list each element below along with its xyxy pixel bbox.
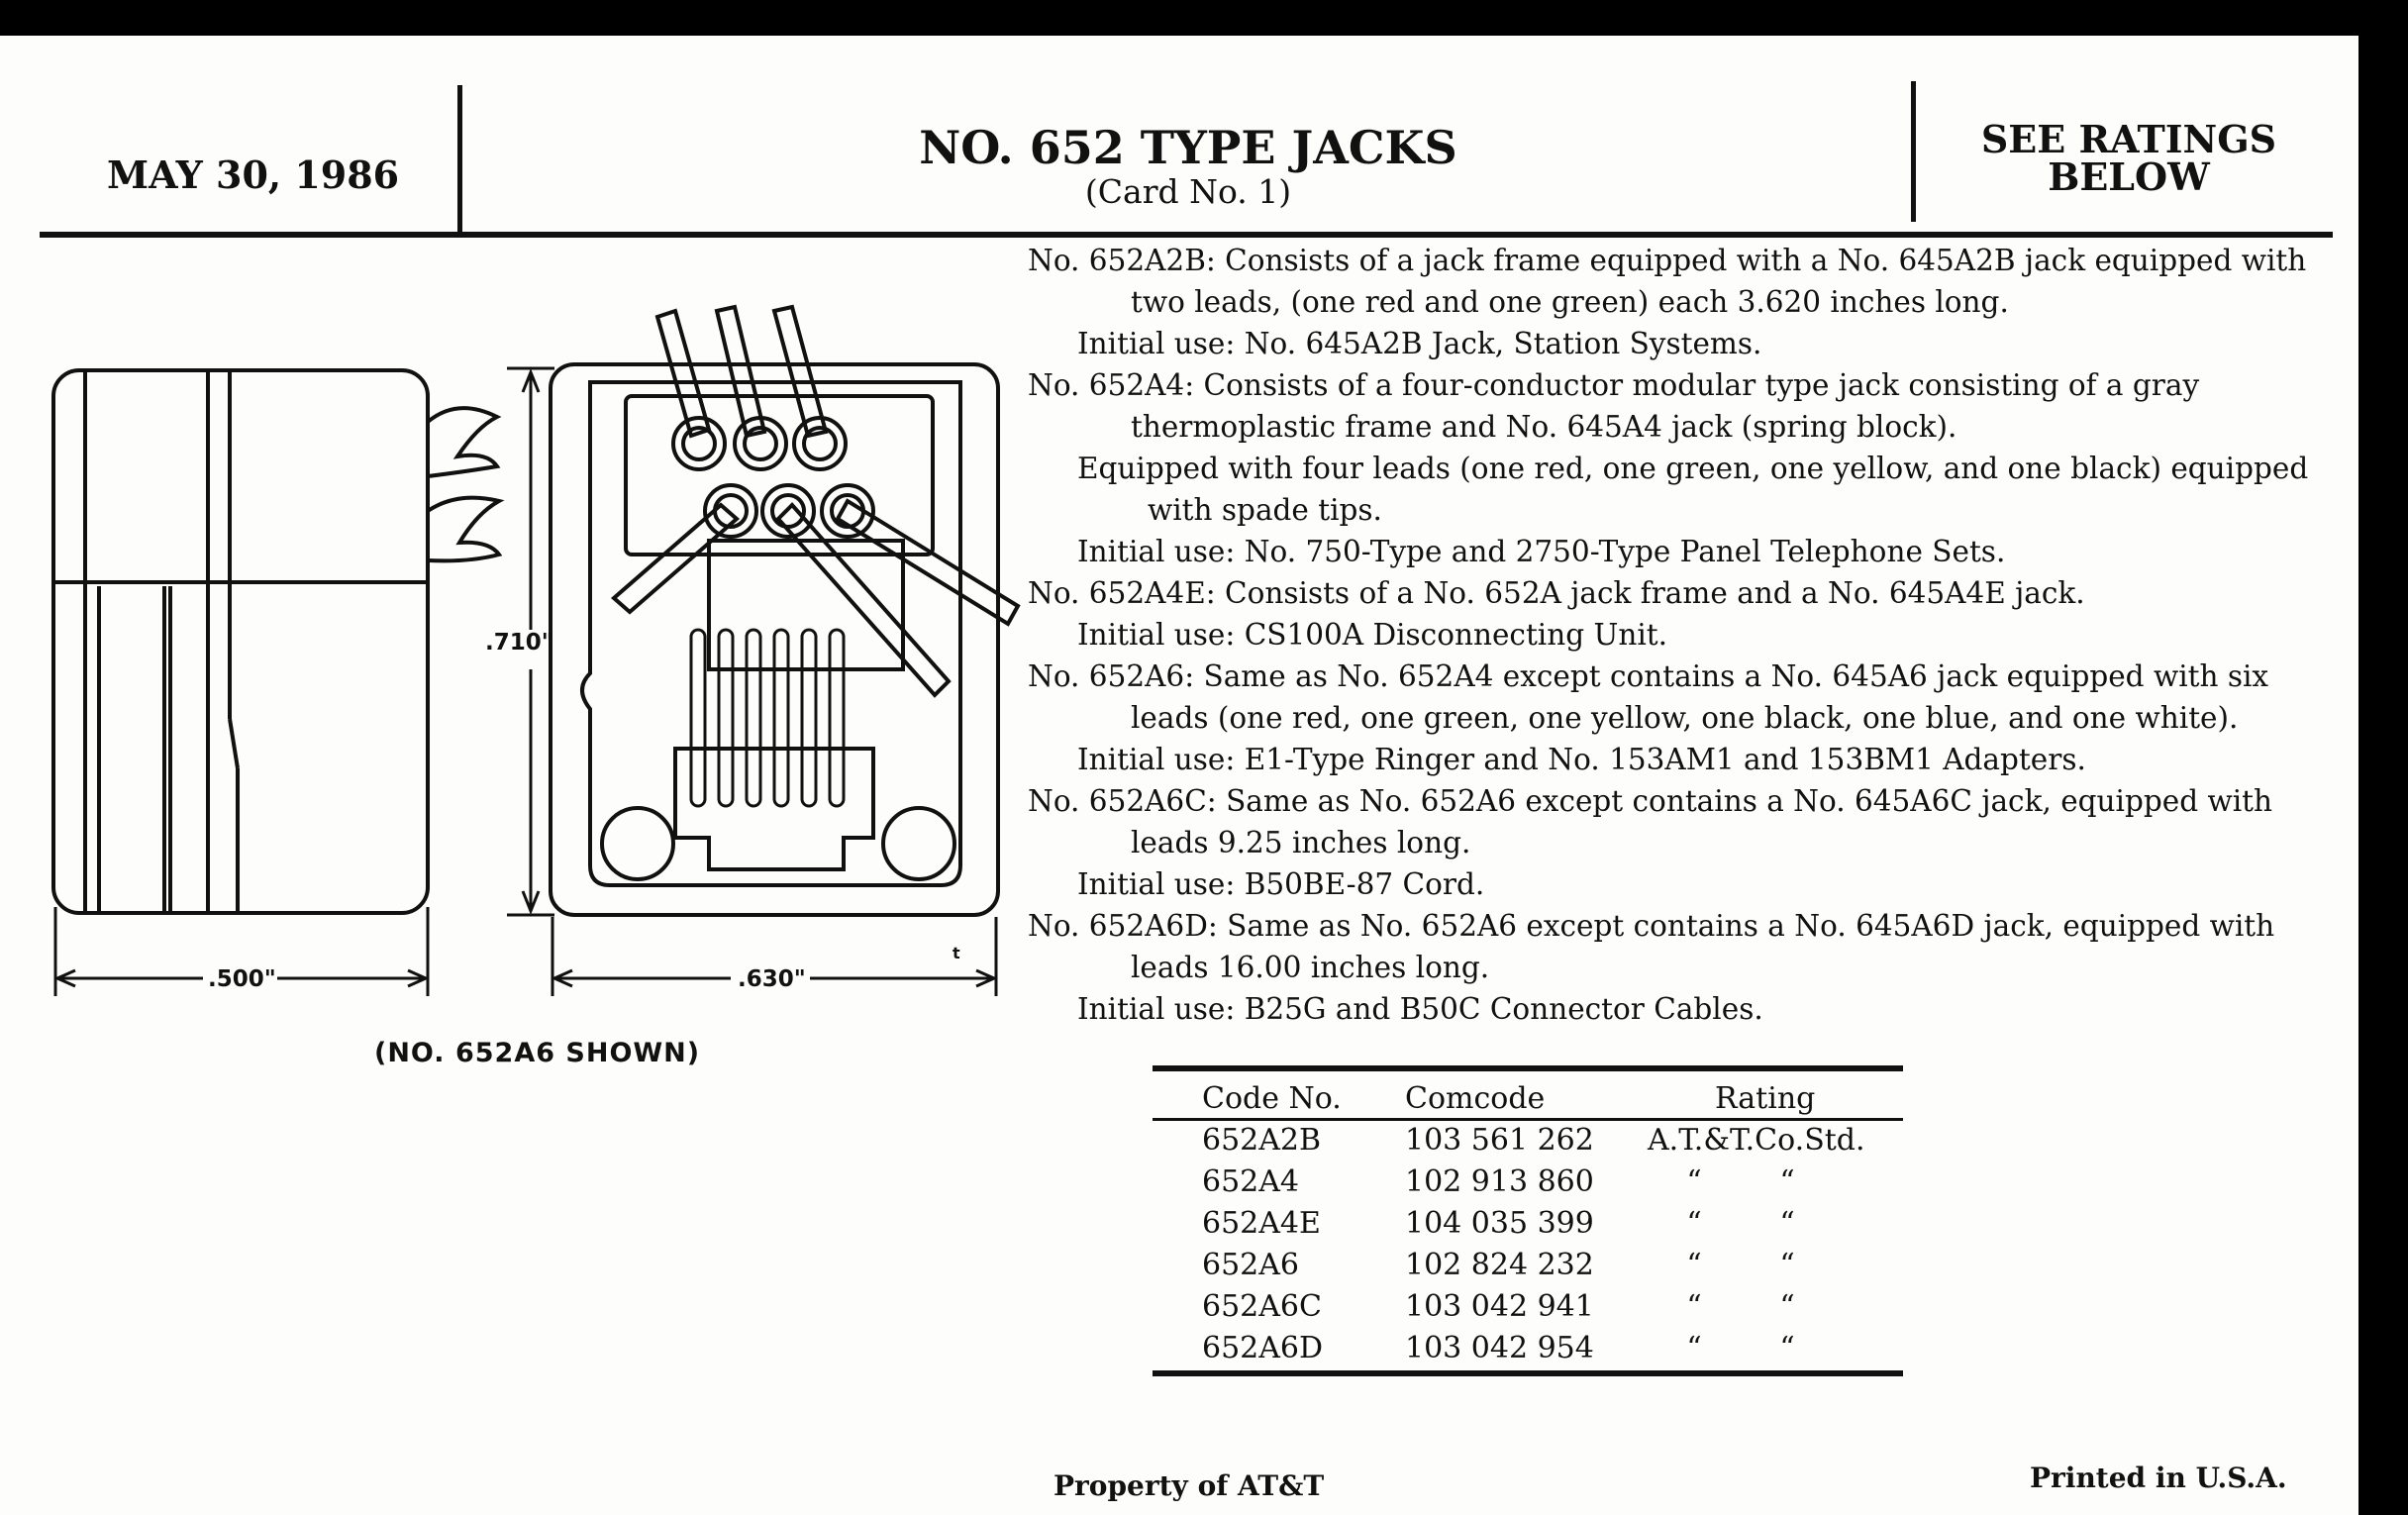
ditto-mark: “ (1779, 1206, 1795, 1241)
spec-initial-use: Initial use: B25G and B50C Connector Cables. (1077, 992, 1763, 1026)
ditto-mark: “ (1686, 1331, 1702, 1365)
spec-initial-use: Initial use: No. 750-Type and 2750-Type Panel Telephone Sets. (1077, 535, 2006, 568)
footer-property: Property of AT&T (1054, 1469, 1325, 1502)
ditto-mark: “ (1779, 1164, 1795, 1199)
col-header-comcode: Comcode (1405, 1068, 1648, 1120)
cell-code: 652A2B (1202, 1123, 1322, 1158)
spec-initial-use: Initial use: E1-Type Ringer and No. 153AM1 and 153BM1 Adapters. (1077, 743, 2086, 776)
table-row (1153, 1246, 1903, 1287)
cell-comcode: 104 035 399 (1405, 1206, 1594, 1241)
jack-drawing (0, 273, 1030, 1026)
ditto-mark: “ (1686, 1206, 1702, 1241)
ditto-mark: “ (1779, 1289, 1795, 1324)
card-title: NO. 652 TYPE JACKS (919, 121, 1457, 174)
ditto-mark: “ (1686, 1164, 1702, 1199)
front-view (551, 307, 1018, 915)
cell-comcode: 103 042 954 (1405, 1331, 1594, 1365)
col-header-code: Code No. (1153, 1068, 1405, 1120)
cell-code: 652A4E (1202, 1206, 1321, 1241)
table-row (1153, 1204, 1903, 1246)
card-date: MAY 30, 1986 (107, 152, 400, 197)
corner-mark: t (953, 944, 960, 962)
header-rule (40, 232, 2333, 238)
cell-comcode: 103 042 941 (1405, 1289, 1594, 1324)
cell-rating (1648, 1287, 1903, 1329)
dim-front-width-label: .630" (738, 966, 806, 992)
card-subtitle: (Card No. 1) (1084, 172, 1292, 211)
cell-comcode: 103 561 262 (1405, 1123, 1594, 1158)
side-view (53, 370, 499, 913)
ditto-mark: “ (1686, 1289, 1702, 1324)
table-row (1153, 1162, 1903, 1204)
spec-652a6d: No. 652A6D: Same as No. 652A6 except contains a No. 645A6D jack, equipped with leads 16.00 inches long. (1028, 909, 2275, 984)
ditto-mark: “ (1686, 1248, 1702, 1282)
cell-rating (1648, 1162, 1903, 1204)
ratings-table (1153, 1065, 1903, 1376)
dim-height-label: .710" (485, 630, 553, 656)
spec-652a4: No. 652A4: Consists of a four-conductor modular type jack consisting of a gray thermoplastic frame and No. 645A4 jack (spring block). (1028, 368, 2200, 444)
cell-comcode: 102 824 232 (1405, 1248, 1594, 1282)
drawing-caption: (NO. 652A6 SHOWN) (374, 1038, 701, 1068)
cell-code: 652A4 (1202, 1164, 1300, 1199)
cell-rating (1648, 1329, 1903, 1373)
spec-initial-use: Initial use: B50BE-87 Cord. (1077, 867, 1485, 901)
table-header-row (1153, 1068, 1903, 1120)
dim-side-width-label: .500" (208, 966, 276, 992)
cell-rating (1648, 1246, 1903, 1287)
table-row (1153, 1287, 1903, 1329)
cell-code: 652A6C (1202, 1289, 1322, 1324)
spec-initial-use: Initial use: CS100A Disconnecting Unit. (1077, 618, 1668, 652)
ditto-mark: “ (1779, 1248, 1795, 1282)
header-divider-right (1911, 81, 1916, 222)
col-header-rating: Rating (1648, 1068, 1903, 1120)
cell-code: 652A6D (1202, 1331, 1324, 1365)
ratings-note-line2: BELOW (2048, 154, 2210, 199)
cell-code: 652A6 (1202, 1248, 1300, 1282)
spec-652a4e: No. 652A4E: Consists of a No. 652A jack frame and a No. 645A4E jack. (1028, 576, 2085, 610)
footer-printed: Printed in U.S.A. (2030, 1462, 2287, 1494)
ditto-mark: “ (1779, 1331, 1795, 1365)
spec-652a4-leads: Equipped with four leads (one red, one green, one yellow, and one black) equipped with spade tips. (1077, 452, 2309, 527)
dimension-lines (55, 368, 996, 996)
cell-rating: A.T.&T.Co.Std. (1648, 1123, 1865, 1158)
ratings-note-line1: SEE RATINGS (1980, 117, 2277, 161)
spec-652a6c: No. 652A6C: Same as No. 652A6 except contains a No. 645A6C jack, equipped with leads 9.25 inches long. (1028, 784, 2273, 859)
specifications (1028, 240, 2325, 1030)
table-row (1153, 1329, 1903, 1373)
spec-initial-use: Initial use: No. 645A2B Jack, Station Systems. (1077, 327, 1762, 360)
catalog-card (0, 36, 2358, 1515)
spec-652a2b: No. 652A2B: Consists of a jack frame equipped with a No. 645A2B jack equipped with two leads, (one red and one green) each 3.620 inches long. (1028, 244, 2307, 319)
cell-comcode: 102 913 860 (1405, 1164, 1594, 1199)
spec-652a6: No. 652A6: Same as No. 652A4 except contains a No. 645A6 jack equipped with six leads (one red, one green, one yellow, one black, one blue, and one white). (1028, 659, 2269, 735)
header-divider-left (457, 85, 462, 236)
table-row (1153, 1120, 1903, 1163)
cell-rating (1648, 1204, 1903, 1246)
